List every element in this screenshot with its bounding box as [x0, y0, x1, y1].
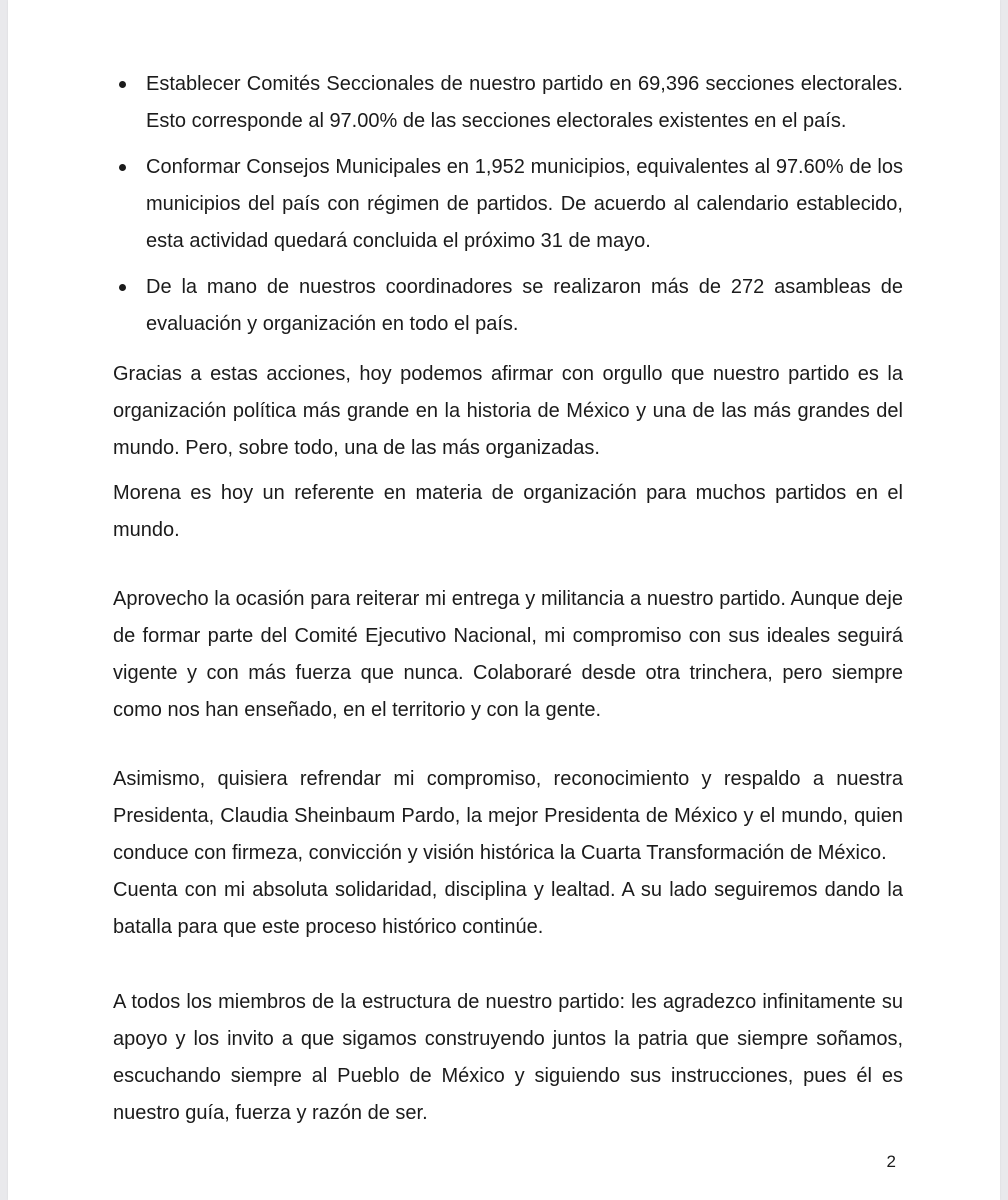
bullet-item — [113, 66, 903, 140]
paragraph: Aprovecho la ocasión para reiterar mi entrega y militancia a nuestro partido. Aunque deje de formar parte del Comité Ejecutivo Nacional, mi compromiso con sus ideales seguirá vigente y con más fuerza que nunca. Colaboraré desde otra trinchera, pero siempre como nos han enseñado, en el territorio y con la gente. — [113, 588, 903, 721]
bullet-icon — [119, 81, 126, 88]
paragraph: Asimismo, quisiera refrendar mi compromiso, reconocimiento y respaldo a nuestra Presidenta, Claudia Sheinbaum Pardo, la mejor Presidenta de México y el mundo, quien conduce con firmeza, convicción y visión histórica la Cuarta Transformación de México. — [113, 768, 903, 864]
paragraph: Gracias a estas acciones, hoy podemos afirmar con orgullo que nuestro partido es la organización política más grande en la historia de México y una de las más grandes del mundo. Pero, sobre todo, una de las más organizadas. — [113, 363, 903, 459]
bullet-item — [113, 149, 903, 260]
page-number: 2 — [886, 1152, 896, 1171]
document-body — [113, 66, 903, 1132]
bullet-item — [113, 269, 903, 343]
bullet-text: De la mano de nuestros coordinadores se realizaron más de 272 asambleas de evaluación y organización en todo el país. — [146, 276, 903, 335]
bullet-icon — [119, 284, 126, 291]
bullet-text: Conformar Consejos Municipales en 1,952 municipios, equivalentes al 97.60% de los municipios del país con régimen de partidos. De acuerdo al calendario establecido, esta actividad quedará concluida el próximo 31 de mayo. — [146, 156, 903, 252]
bullet-icon — [119, 164, 126, 171]
paragraph: Morena es hoy un referente en materia de organización para muchos partidos en el mundo. — [113, 482, 903, 541]
bullet-text: Establecer Comités Seccionales de nuestro partido en 69,396 secciones electorales. Esto corresponde al 97.00% de las secciones electorales existentes en el país. — [146, 73, 903, 132]
paragraph: A todos los miembros de la estructura de nuestro partido: les agradezco infinitamente su apoyo y los invito a que sigamos construyendo juntos la patria que siempre soñamos, escuchando siempre al Pueblo de México y siguiendo sus instrucciones, pues él es nuestro guía, fuerza y razón de ser. — [113, 991, 903, 1124]
document-page — [8, 0, 1000, 1200]
bullet-list — [113, 66, 903, 343]
paragraph: Cuenta con mi absoluta solidaridad, disciplina y lealtad. A su lado seguiremos dando la batalla para que este proceso histórico continúe. — [113, 879, 903, 938]
